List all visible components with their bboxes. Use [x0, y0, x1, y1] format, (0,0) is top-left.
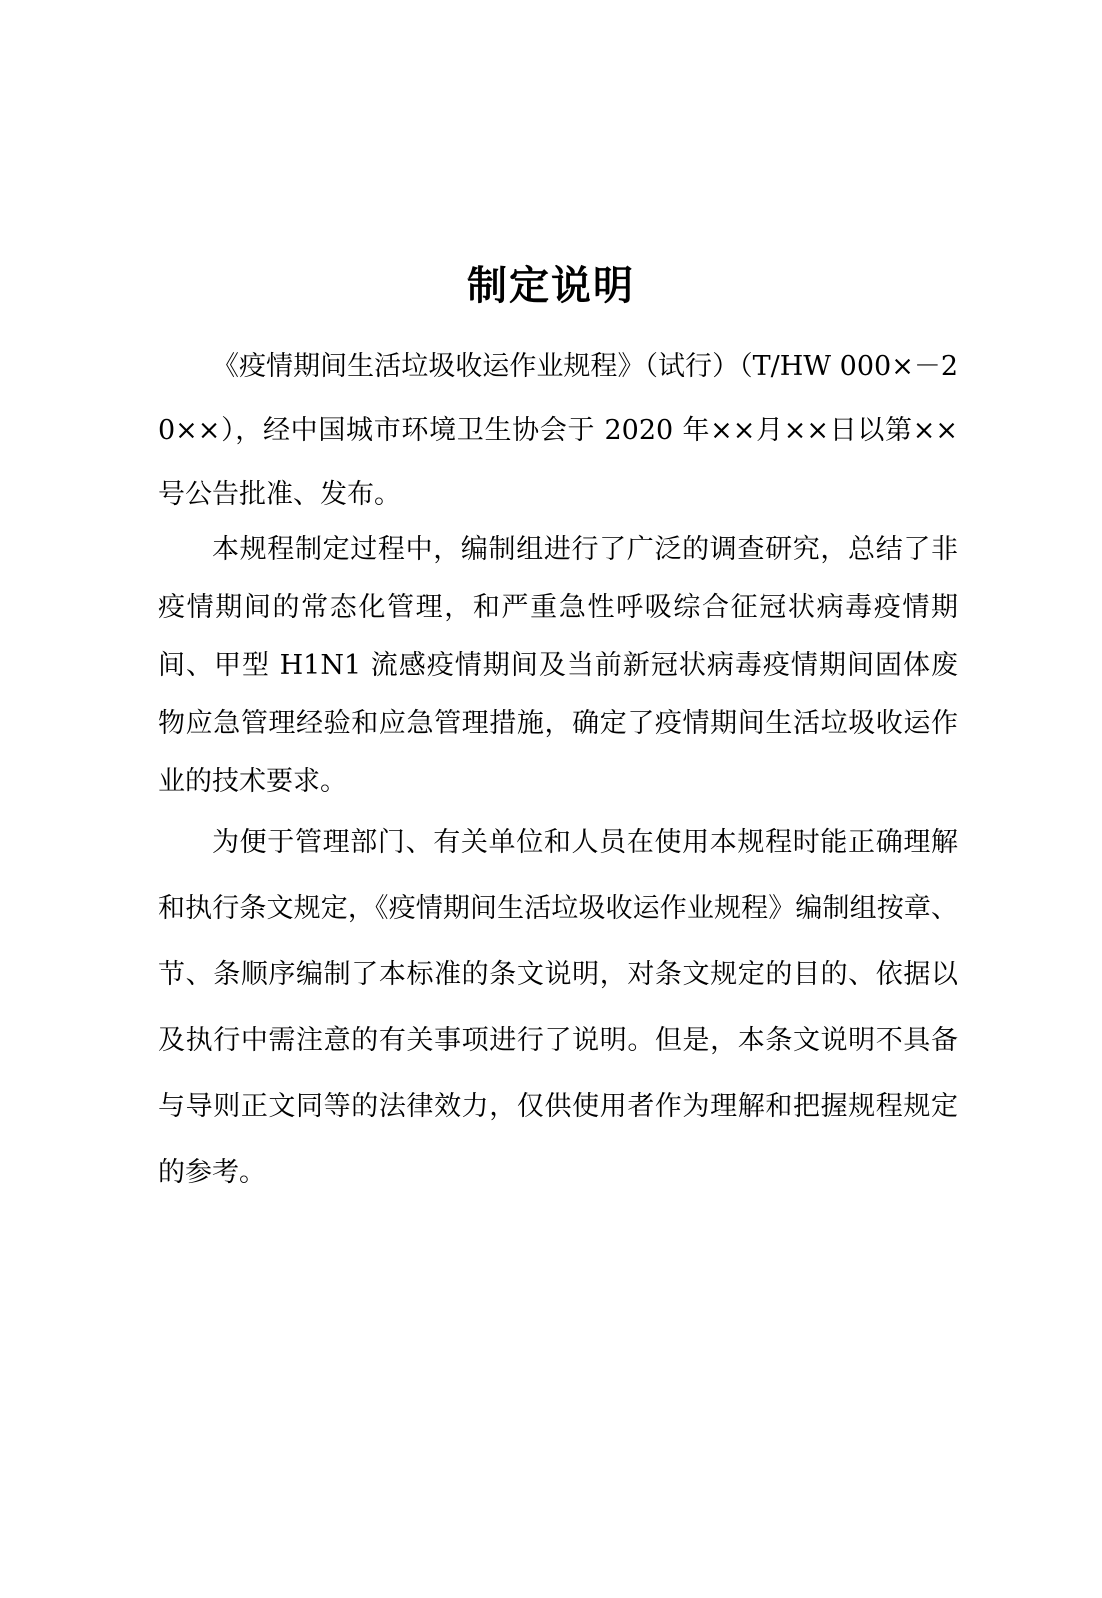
paragraph-research: 本规程制定过程中，编制组进行了广泛的调查研究，总结了非疫情期间的常态化管理，和严重急性呼吸综合征冠状病毒疫情期间、甲型 H1N1 流感疫情期间及当前新冠状病毒疫情期间固体废物应急管理经验和应急管理措施，确定了疫情期间生活垃圾收运作业的技术要求。	[158, 534, 958, 797]
page-title: 制定说明	[467, 263, 635, 309]
paragraph-explanation: 为便于管理部门、有关单位和人员在使用本规程时能正确理解和执行条文规定，《疫情期间生活垃圾收运作业规程》编制组按章、节、条顺序编制了本标准的条文说明，对条文规定的目的、依据以及执行中需注意的有关事项进行了说明。但是，本条文说明不具备与导则正文同等的法律效力，仅供使用者作为理解和把握规程规定的参考。	[158, 827, 958, 1188]
paragraph-approval: 《疫情期间生活垃圾收运作业规程》（试行）（T/HW 000×－20××），经中国城市环境卫生协会于 2020 年××月××日以第××号公告批准、发布。	[158, 351, 958, 510]
